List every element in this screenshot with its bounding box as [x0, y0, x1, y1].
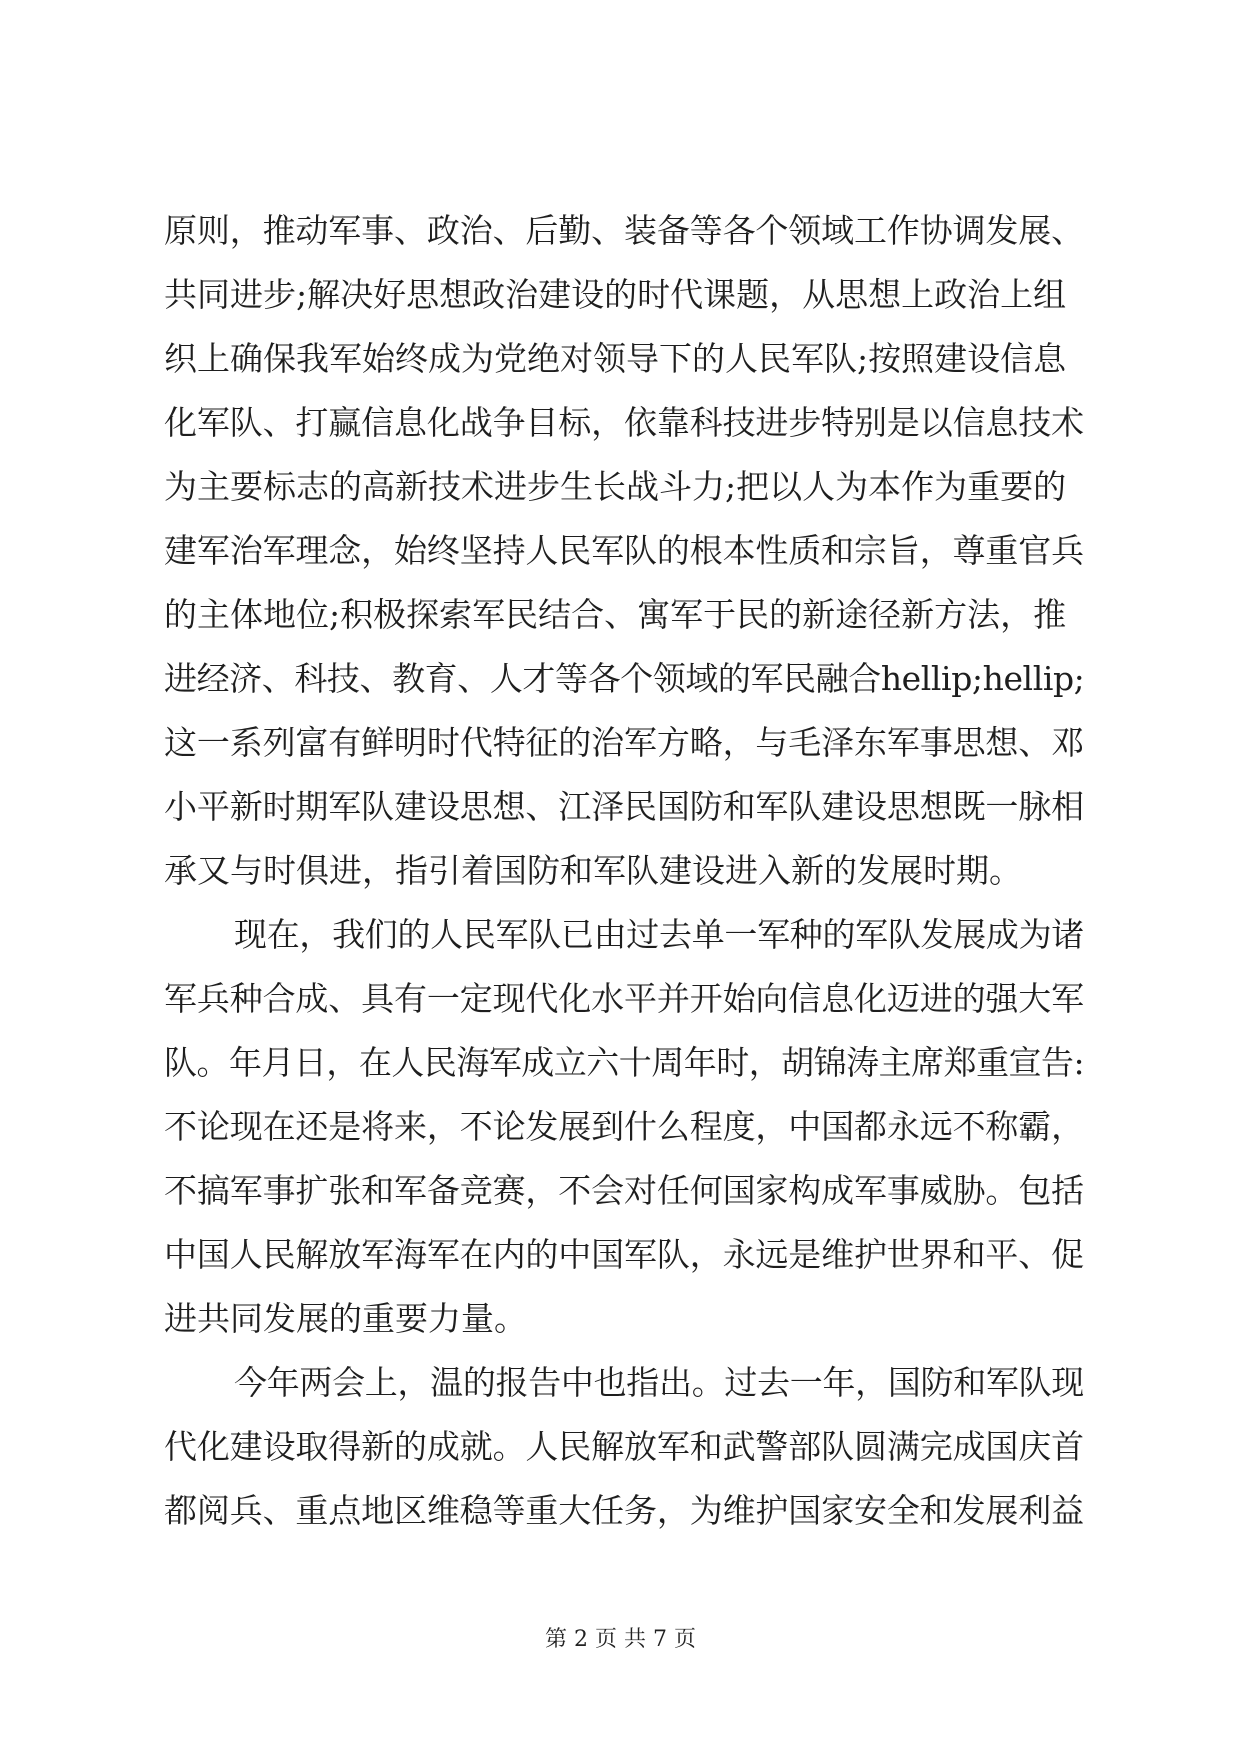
- text-line: 不论现在还是将来，不论发展到什么程度，中国都永远不称霸，: [164, 1107, 1085, 1146]
- page-footer: [0, 1622, 1241, 1653]
- text-line: 都阅兵、重点地区维稳等重大任务，为维护国家安全和发展利益: [164, 1491, 1085, 1530]
- text-line: 进经济、科技、教育、人才等各个领域的军民融合hellip;hellip;: [164, 659, 1085, 698]
- text-line: 共同进步;解决好思想政治建设的时代课题，从思想上政治上组: [164, 275, 1067, 314]
- text-line: 承又与时俱进，指引着国防和军队建设进入新的发展时期。: [164, 851, 1022, 890]
- text-line: 为主要标志的高新技术进步生长战斗力;把以人为本作为重要的: [164, 467, 1067, 506]
- paragraph: [164, 199, 1084, 903]
- document-body: [164, 199, 1084, 1543]
- text-line: 队。年月日，在人民海军成立六十周年时，胡锦涛主席郑重宣告:: [164, 1043, 1085, 1082]
- text-line: 建军治军理念，始终坚持人民军队的根本性质和宗旨，尊重官兵: [164, 531, 1085, 570]
- text-line: 军兵种合成、具有一定现代化水平并开始向信息化迈进的强大军: [164, 979, 1085, 1018]
- text-line: 不搞军事扩张和军备竞赛，不会对任何国家构成军事威胁。包括: [164, 1171, 1085, 1210]
- text-line: 化军队、打赢信息化战争目标，依靠科技进步特别是以信息技术: [164, 403, 1085, 442]
- paragraph: [164, 1351, 1084, 1543]
- text-line: 原则，推动军事、政治、后勤、装备等各个领域工作协调发展、: [164, 211, 1085, 250]
- text-line: 织上确保我军始终成为党绝对领导下的人民军队;按照建设信息: [164, 339, 1067, 378]
- page-number-label: 第 2 页 共 7 页: [545, 1627, 696, 1652]
- text-line: 中国人民解放军海军在内的中国军队，永远是维护世界和平、促: [164, 1235, 1085, 1274]
- text-line: 的主体地位;积极探索军民结合、寓军于民的新途径新方法，推: [164, 595, 1067, 634]
- text-line: 现在，我们的人民军队已由过去单一军种的军队发展成为诸: [234, 915, 1085, 954]
- text-line: 代化建设取得新的成就。人民解放军和武警部队圆满完成国庆首: [164, 1427, 1085, 1466]
- text-line: 进共同发展的重要力量。: [164, 1299, 527, 1338]
- text-line: 这一系列富有鲜明时代特征的治军方略，与毛泽东军事思想、邓: [164, 723, 1085, 762]
- text-line: 小平新时期军队建设思想、江泽民国防和军队建设思想既一脉相: [164, 787, 1085, 826]
- text-line: 今年两会上，温的报告中也指出。过去一年，国防和军队现: [234, 1363, 1085, 1402]
- paragraph: [164, 903, 1084, 1351]
